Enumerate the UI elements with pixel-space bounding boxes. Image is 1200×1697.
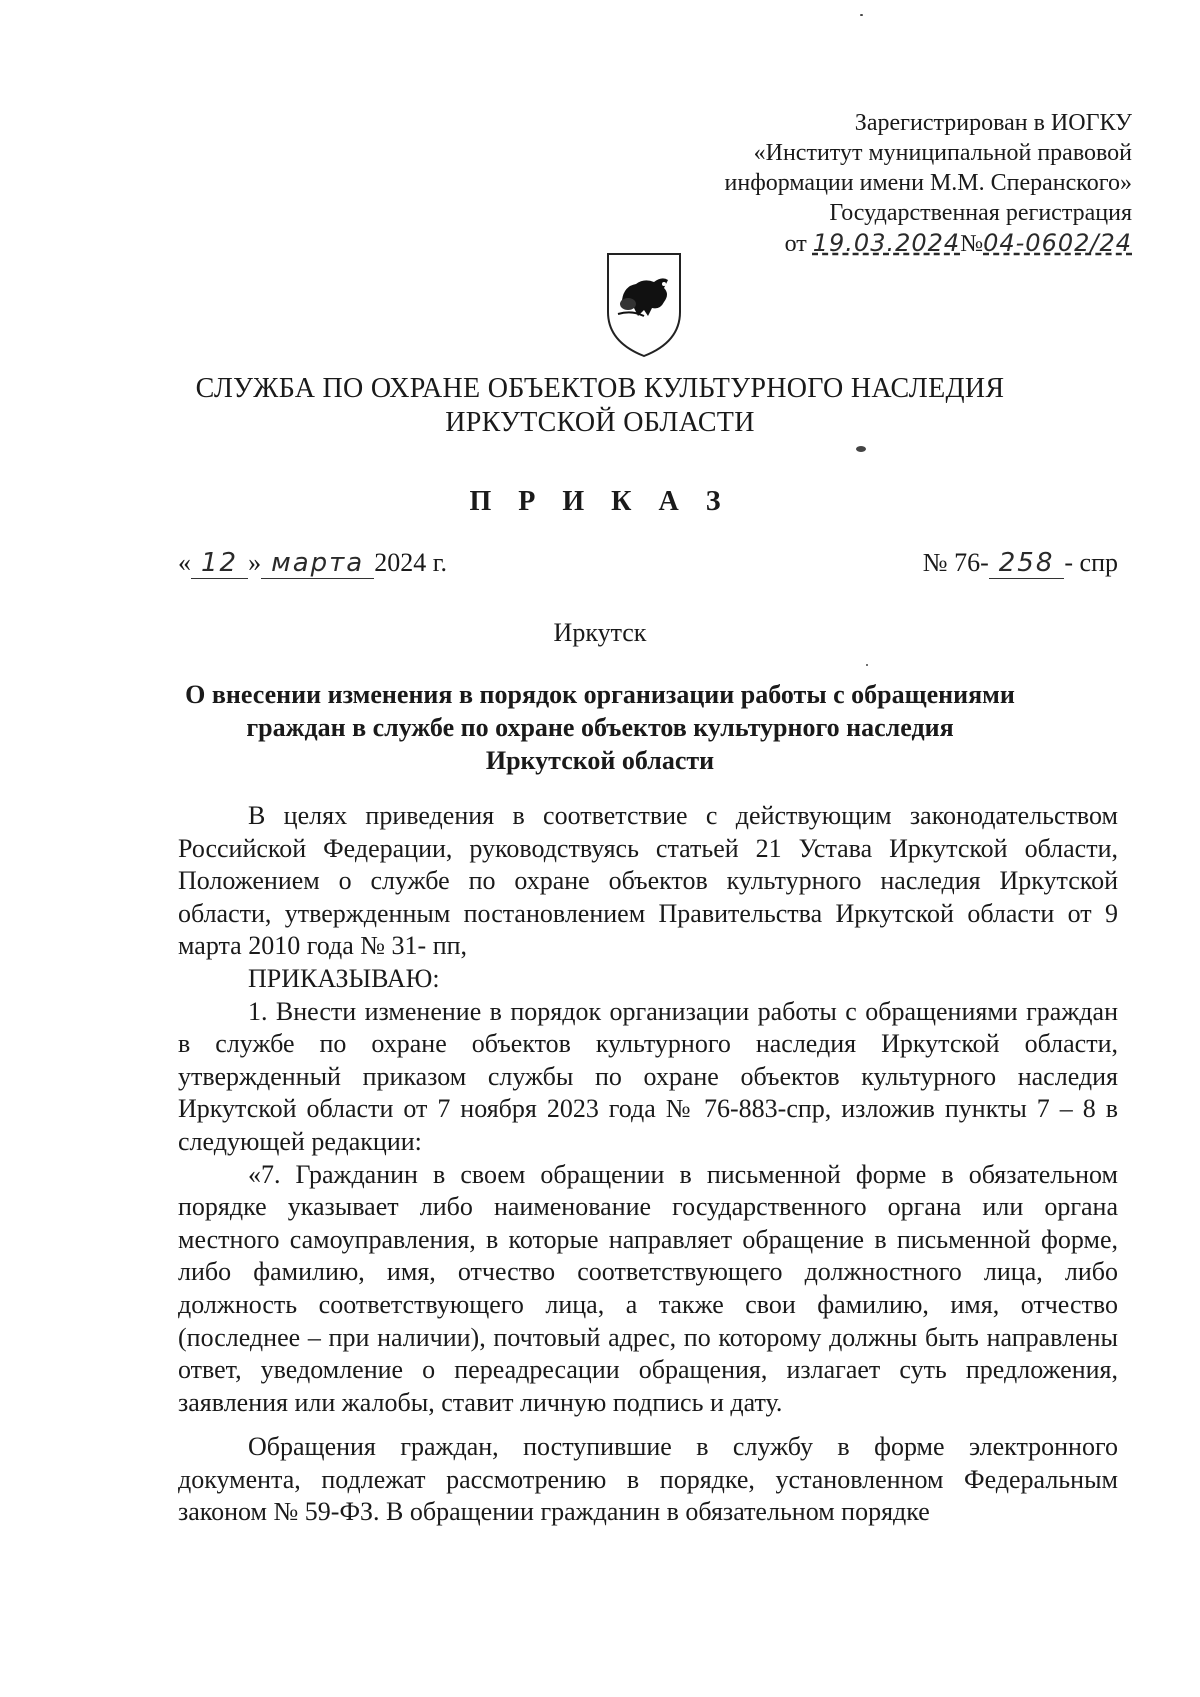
- item-1-paragraph: 1. Внести изменение в порядок организации работы с обращениями граждан в службе по охране объектов культурного наследия Иркутской области, утвержденный приказом службы по охране объектов культурного наследия Иркутской области от 7 ноября 2023 года № 76-883-спр, изложив пункты 7 – 8 в следующей редакции:: [178, 996, 1118, 1156]
- order-date: [178, 548, 447, 578]
- date-month-handwritten: марта: [261, 548, 374, 579]
- item-7-paragraph: «7. Гражданин в своем обращении в письменной форме в обязательном порядке указывает либо наименование государственного органа или органа местного самоуправления, в которые направляет обращение в письменной форме, либо фамилию, имя, отчество соответствующего должностного лица, либо должность соответствующего лица, а также свои фамилию, имя, отчество (последнее – при наличии), почтовый адрес, по которому должны быть направлены ответ, уведомление о переадресации обращения, излагает суть предложения, заявления или жалобы, ставит личную подпись и дату.: [178, 1159, 1118, 1417]
- order-number: [923, 548, 1118, 578]
- agency-name: [0, 372, 1200, 440]
- registration-line-1: Зарегистрирован в ИОГКУ: [854, 110, 1132, 136]
- date-open-quote: «: [178, 548, 191, 577]
- coat-of-arms-icon: [604, 250, 684, 360]
- registration-line-4: Государственная регистрация: [829, 200, 1132, 226]
- date-number-row: [178, 548, 1118, 584]
- registration-date-prefix: от: [784, 231, 807, 257]
- subject-line-3: Иркутской области: [485, 746, 715, 775]
- order-number-prefix: № 76-: [922, 548, 989, 577]
- registration-line-2: «Институт муниципальной правовой: [753, 140, 1132, 166]
- date-day-handwritten: 12: [191, 548, 248, 579]
- city-name: Иркутск: [553, 618, 647, 647]
- registration-stamp: [612, 108, 1132, 259]
- order-title: П Р И К А З: [469, 486, 731, 517]
- electronic-appeals-paragraph: Обращения граждан, поступившие в службу в форме электронного документа, подлежат рассмотрению в порядке, установленном Федеральным законом № 59-ФЗ. В обращении гражданин в обязательном порядке: [178, 1432, 1118, 1527]
- registration-number-prefix: №: [960, 231, 984, 257]
- order-word: ПРИКАЗЫВАЮ:: [248, 963, 440, 993]
- registration-date-handwritten: 19.03.2024: [812, 229, 961, 257]
- agency-name-line-1: СЛУЖБА ПО ОХРАНЕ ОБЪЕКТОВ КУЛЬТУРНОГО НАСЛЕДИЯ: [195, 373, 1005, 404]
- date-close-quote: »: [248, 548, 262, 577]
- preamble-paragraph: В целях приведения в соответствие с действующим законодательством Российской Федерации, руководствуясь статьей 21 Устава Иркутской области, Положением о службе по охране объектов культурного наследия Иркутской области, утвержденным постановлением Правительства Иркутской области от 9 марта 2010 года № 31- пп,: [178, 801, 1118, 961]
- subject-line-2: граждан в службе по охране объектов культурного наследия: [246, 713, 954, 742]
- order-number-suffix: - спр: [1064, 548, 1118, 577]
- agency-name-line-2: ИРКУТСКОЙ ОБЛАСТИ: [445, 407, 755, 438]
- order-body: [178, 800, 1118, 1529]
- registration-number-handwritten: 04-0602/24: [983, 229, 1132, 257]
- scan-speck: [860, 14, 863, 16]
- order-number-handwritten: 258: [989, 548, 1065, 579]
- subject-line-1: О внесении изменения в порядок организации работы с обращениями: [185, 680, 1015, 709]
- registration-line-3: информации имени М.М. Сперанского»: [724, 170, 1132, 196]
- registration-date-line: [612, 228, 1132, 259]
- scan-speck: [866, 664, 868, 666]
- order-subject: [140, 678, 1060, 777]
- date-year: 2024 г.: [374, 548, 447, 577]
- scan-speck: [856, 446, 866, 452]
